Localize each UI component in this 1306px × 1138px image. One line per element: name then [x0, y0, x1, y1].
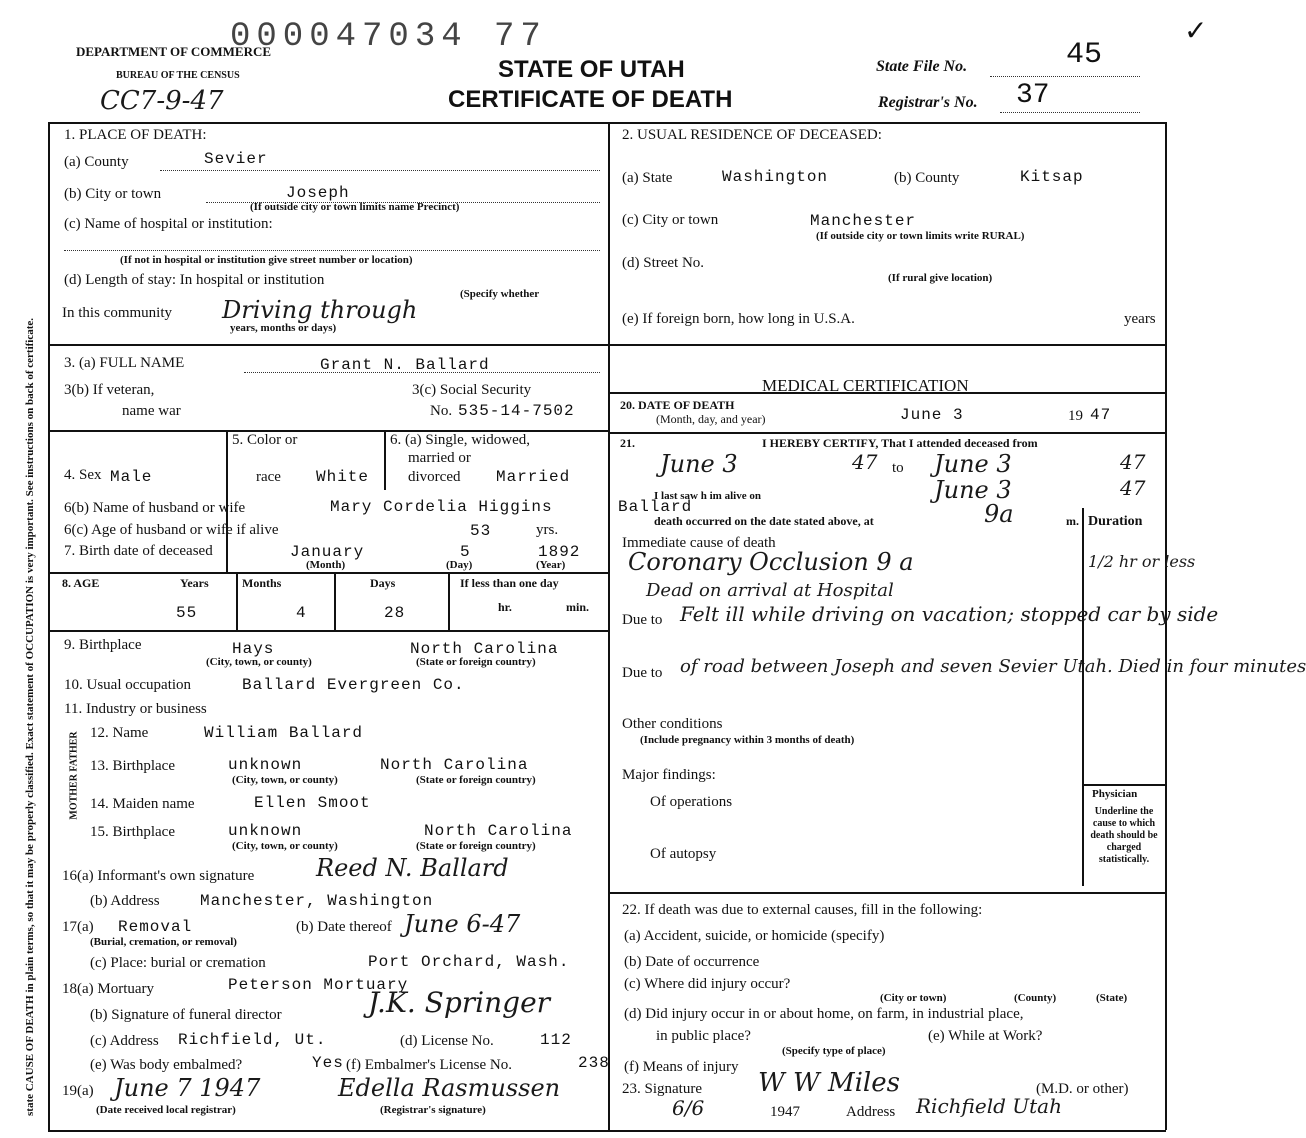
- mother-name-label: 14. Maiden name: [90, 796, 195, 812]
- death-year: 47: [1090, 406, 1112, 424]
- state-file-label: State File No.: [876, 58, 968, 75]
- emb-license: 238: [578, 1054, 610, 1072]
- res-city-label: (c) City or town: [622, 212, 719, 228]
- age-months: 4: [296, 604, 307, 622]
- birthplace-city: Hays: [232, 640, 275, 658]
- last-saw-label: I last saw h im alive on: [654, 490, 761, 502]
- attended-to-year: 47: [1120, 450, 1146, 474]
- physician-address: Richfield Utah: [916, 1094, 1062, 1118]
- emb-license-label: (f) Embalmer's License No.: [346, 1057, 512, 1073]
- mort-address-label: (c) Address: [90, 1033, 159, 1049]
- rec-label: 19(a): [62, 1083, 94, 1099]
- mother-bp-state: North Carolina: [424, 822, 573, 840]
- father-bp-city: unknown: [228, 756, 303, 774]
- registrar-label: Registrar's No.: [878, 94, 978, 111]
- community-value: Driving through: [222, 296, 418, 324]
- address-label-right: Address: [846, 1104, 896, 1120]
- state-file-no: 45: [1066, 38, 1103, 72]
- birthplace-label: 9. Birthplace: [64, 637, 142, 653]
- ymd-note: years, months or days): [230, 322, 337, 334]
- attended-from-year: 47: [852, 450, 878, 474]
- operations-label: Of operations: [650, 794, 733, 810]
- rec-date: June 7 1947: [114, 1074, 261, 1102]
- spouse-age: 53: [470, 522, 492, 540]
- city-value: Joseph: [286, 184, 350, 202]
- burial-date: June 6-47: [404, 910, 521, 938]
- f21-label: 21.: [620, 436, 635, 450]
- place-label: (c) Place: burial or cremation: [90, 955, 266, 971]
- where-label: (c) Where did injury occur?: [624, 976, 791, 992]
- burial-value: Removal: [118, 918, 193, 936]
- ss-label: 3(c) Social Security: [412, 382, 532, 398]
- burial-note: (Burial, cremation, or removal): [90, 936, 237, 948]
- burial-label: 17(a): [62, 919, 94, 935]
- state-country-note: (State or foreign country): [416, 656, 536, 668]
- city-note: (If outside city or town limits name Precinct): [250, 201, 460, 213]
- marital-value: Married: [496, 468, 571, 486]
- father-bp-state: North Carolina: [380, 756, 529, 774]
- occurred-label: death occurred on the date stated above, at: [654, 514, 874, 528]
- full-name: Grant N. Ballard: [320, 356, 490, 374]
- embalmed-label: (e) Was body embalmed?: [90, 1057, 243, 1073]
- county-label: (a) County: [64, 154, 129, 170]
- spouse-extra: Ballard: [618, 498, 693, 516]
- year-note: (Year): [536, 559, 566, 571]
- hospital-label: (c) Name of hospital or institution:: [64, 216, 273, 232]
- major-label: Major findings:: [622, 767, 716, 783]
- death-time: 9a: [984, 500, 1014, 528]
- marital-label-3: divorced: [408, 469, 461, 485]
- county-note: (County): [1014, 992, 1057, 1004]
- birth-label: 7. Birth date of deceased: [64, 543, 213, 559]
- father-bp-label: 13. Birthplace: [90, 758, 175, 774]
- director-signature: J.K. Springer: [368, 986, 551, 1019]
- years-label: Years: [180, 576, 209, 590]
- certify-text: I HEREBY CERTIFY, That I attended deceased from: [762, 436, 1038, 450]
- address-value: Manchester, Washington: [200, 892, 434, 910]
- day-note: (Day): [446, 559, 473, 571]
- city-label: (b) City or town: [64, 186, 162, 202]
- spouse-value: Mary Cordelia Higgins: [330, 498, 553, 516]
- director-label: (b) Signature of funeral director: [90, 1007, 282, 1023]
- birth-month: January: [290, 543, 365, 561]
- father-name-label: 12. Name: [90, 725, 149, 741]
- specify-note: (Specify whether: [460, 288, 540, 300]
- address-label: (b) Address: [90, 893, 160, 909]
- race-value: White: [316, 468, 370, 486]
- medical-title: MEDICAL CERTIFICATION: [762, 376, 969, 395]
- cause-1: Coronary Occlusion 9 a: [628, 548, 914, 576]
- occupation-label: 10. Usual occupation: [64, 677, 192, 693]
- home-label: (d) Did injury occur in or about home, on farm, in industrial place,: [624, 1006, 1024, 1022]
- to-label: to: [892, 460, 904, 476]
- registrar-signature: Edella Rasmussen: [338, 1074, 561, 1102]
- death-year-prefix: 19: [1068, 408, 1083, 424]
- birth-year: 1892: [538, 543, 581, 561]
- physician-note: Underline the cause to which death should be charged statistically.: [1090, 806, 1158, 865]
- res-city-note: (If outside city or town limits write RURAL): [816, 230, 1025, 242]
- state-note: (State): [1096, 992, 1128, 1004]
- sig-date: 6/6: [672, 1096, 705, 1120]
- months-label: Months: [242, 576, 282, 590]
- rec-note: (Date received local registrar): [96, 1104, 236, 1116]
- community-label: In this community: [62, 305, 172, 321]
- physician-signature: W W Miles: [758, 1068, 900, 1098]
- mortuary-label: 18(a) Mortuary: [62, 981, 155, 997]
- means-label: (f) Means of injury: [624, 1059, 739, 1075]
- less-than-day: If less than one day: [460, 576, 559, 590]
- f20-label: 20. DATE OF DEATH: [620, 398, 735, 412]
- occupation-value: Ballard Evergreen Co.: [242, 676, 465, 694]
- spouse-age-label: 6(c) Age of husband or wife if alive: [64, 522, 279, 538]
- name-label: 3. (a) FULL NAME: [64, 355, 185, 371]
- war-label: name war: [122, 403, 181, 419]
- f2-label: 2. USUAL RESIDENCE OF DECEASED:: [622, 127, 882, 143]
- duration-label: Duration: [1088, 514, 1143, 529]
- res-city: Manchester: [810, 212, 917, 230]
- accident-label: (a) Accident, suicide, or homicide (specify): [624, 928, 885, 944]
- days-label: Days: [370, 576, 396, 590]
- mortuary-value: Peterson Mortuary: [228, 976, 409, 994]
- due-to-label-2: Due to: [622, 665, 663, 681]
- father-name: William Ballard: [204, 724, 364, 742]
- certificate-title: CERTIFICATE OF DEATH: [448, 86, 733, 113]
- cause-3: of road between Joseph and seven Sevier Utah. Died in four minutes: [680, 656, 1306, 677]
- mother-name: Ellen Smoot: [254, 794, 371, 812]
- color-label: 5. Color or: [232, 432, 298, 448]
- mort-address: Richfield, Ut.: [178, 1031, 327, 1049]
- ss-no: 535-14-7502: [458, 402, 575, 420]
- last-saw-year: 47: [1120, 476, 1146, 500]
- sex-label: 4. Sex: [64, 467, 102, 483]
- bureau-label: BUREAU OF THE CENSUS: [116, 70, 240, 81]
- date-thereof-label: (b) Date thereof: [296, 919, 392, 935]
- month-note: (Month): [306, 559, 346, 571]
- specify-place-note: (Specify type of place): [782, 1045, 886, 1057]
- mother-city-note: (City, town, or county): [232, 840, 338, 852]
- marital-label: 6. (a) Single, widowed,: [390, 432, 530, 448]
- state-title: STATE OF UTAH: [498, 56, 685, 83]
- street-note: (If rural give location): [888, 272, 993, 284]
- father-city-note: (City, town, or county): [232, 774, 338, 786]
- marital-label-2: married or: [408, 450, 471, 466]
- informant-signature: Reed N. Ballard: [316, 854, 509, 882]
- age-label: 8. AGE: [62, 576, 100, 590]
- hospital-note: (If not in hospital or institution give street number or location): [120, 254, 413, 266]
- res-county: Kitsap: [1020, 168, 1084, 186]
- other-label: Other conditions: [622, 716, 723, 732]
- street-label: (d) Street No.: [622, 255, 705, 271]
- stamp-number: 000047034 77: [230, 18, 547, 56]
- yrs-label: yrs.: [536, 522, 559, 538]
- check-mark: ✓: [1184, 16, 1208, 47]
- mother-state-note: (State or foreign country): [416, 840, 536, 852]
- other-note: (Include pregnancy within 3 months of death): [640, 734, 855, 746]
- stay-label: (d) Length of stay: In hospital or institution: [64, 272, 325, 288]
- license-value: 112: [540, 1031, 572, 1049]
- mother-bp-city: unknown: [228, 822, 303, 840]
- autopsy-label: Of autopsy: [650, 846, 717, 862]
- duration-1: 1/2 hr or less: [1088, 552, 1196, 571]
- reg-note: (Registrar's signature): [380, 1104, 486, 1116]
- f22-label: 22. If death was due to external causes, fill in the following:: [622, 902, 983, 918]
- spouse-label: 6(b) Name of husband or wife: [64, 500, 246, 516]
- registrar-no: 37: [1016, 80, 1050, 111]
- mother-bp-label: 15. Birthplace: [90, 824, 175, 840]
- license-label: (d) License No.: [400, 1033, 494, 1049]
- sig-year: 1947: [770, 1104, 800, 1120]
- work-label: (e) While at Work?: [928, 1028, 1043, 1044]
- veteran-label: 3(b) If veteran,: [64, 382, 155, 398]
- informant-label: 16(a) Informant's own signature: [62, 868, 255, 884]
- county-value: Sevier: [204, 150, 268, 168]
- immediate-label: Immediate cause of death: [622, 535, 776, 551]
- min-label: min.: [566, 600, 590, 614]
- md-label: (M.D. or other): [1036, 1081, 1129, 1097]
- attended-to: June 3: [934, 450, 1012, 478]
- cause-2: Felt ill while driving on vacation; stopped car by side: [680, 602, 1219, 626]
- f23-label: 23. Signature: [622, 1081, 702, 1097]
- father-state-note: (State or foreign country): [416, 774, 536, 786]
- years-word: years: [1124, 311, 1156, 327]
- attended-from: June 3: [660, 450, 738, 478]
- res-state-label: (a) State: [622, 170, 673, 186]
- corner-note: CC7-9-47: [100, 86, 224, 116]
- embalmed-value: Yes: [312, 1054, 344, 1072]
- side-instructions: state CAUSE OF DEATH in plain terms, so that it may be properly classified. Exact statement of OCCUPATION is very important. See instructions on back of certificate.: [24, 317, 36, 1116]
- industry-label: 11. Industry or business: [64, 701, 207, 717]
- physician-title: Physician: [1092, 788, 1138, 800]
- due-to-label-1: Due to: [622, 612, 663, 628]
- m-label: m.: [1066, 514, 1079, 528]
- city-town-note: (City or town): [880, 992, 947, 1004]
- f20-note: (Month, day, and year): [656, 412, 766, 426]
- place-value: Port Orchard, Wash.: [368, 953, 570, 971]
- public-label: in public place?: [656, 1028, 751, 1044]
- sex-value: Male: [110, 468, 153, 486]
- cause-1b: Dead on arrival at Hospital: [646, 580, 894, 601]
- department-label: DEPARTMENT OF COMMERCE: [76, 44, 272, 59]
- race-label: race: [256, 469, 281, 485]
- birthplace-state: North Carolina: [410, 640, 559, 658]
- mother-father-label: MOTHER FATHER: [68, 731, 80, 820]
- city-county-note: (City, town, or county): [206, 656, 312, 668]
- f1-label: 1. PLACE OF DEATH:: [64, 127, 207, 143]
- res-county-label: (b) County: [894, 170, 960, 186]
- hr-label: hr.: [498, 600, 512, 614]
- last-saw-date: June 3: [934, 476, 1012, 504]
- foreign-label: (e) If foreign born, how long in U.S.A.: [622, 311, 855, 327]
- occurrence-label: (b) Date of occurrence: [624, 954, 760, 970]
- age-days: 28: [384, 604, 406, 622]
- death-date: June 3: [900, 406, 964, 424]
- birth-day: 5: [460, 543, 471, 561]
- res-state: Washington: [722, 168, 829, 186]
- age-years: 55: [176, 604, 198, 622]
- ss-no-label: No.: [430, 403, 453, 419]
